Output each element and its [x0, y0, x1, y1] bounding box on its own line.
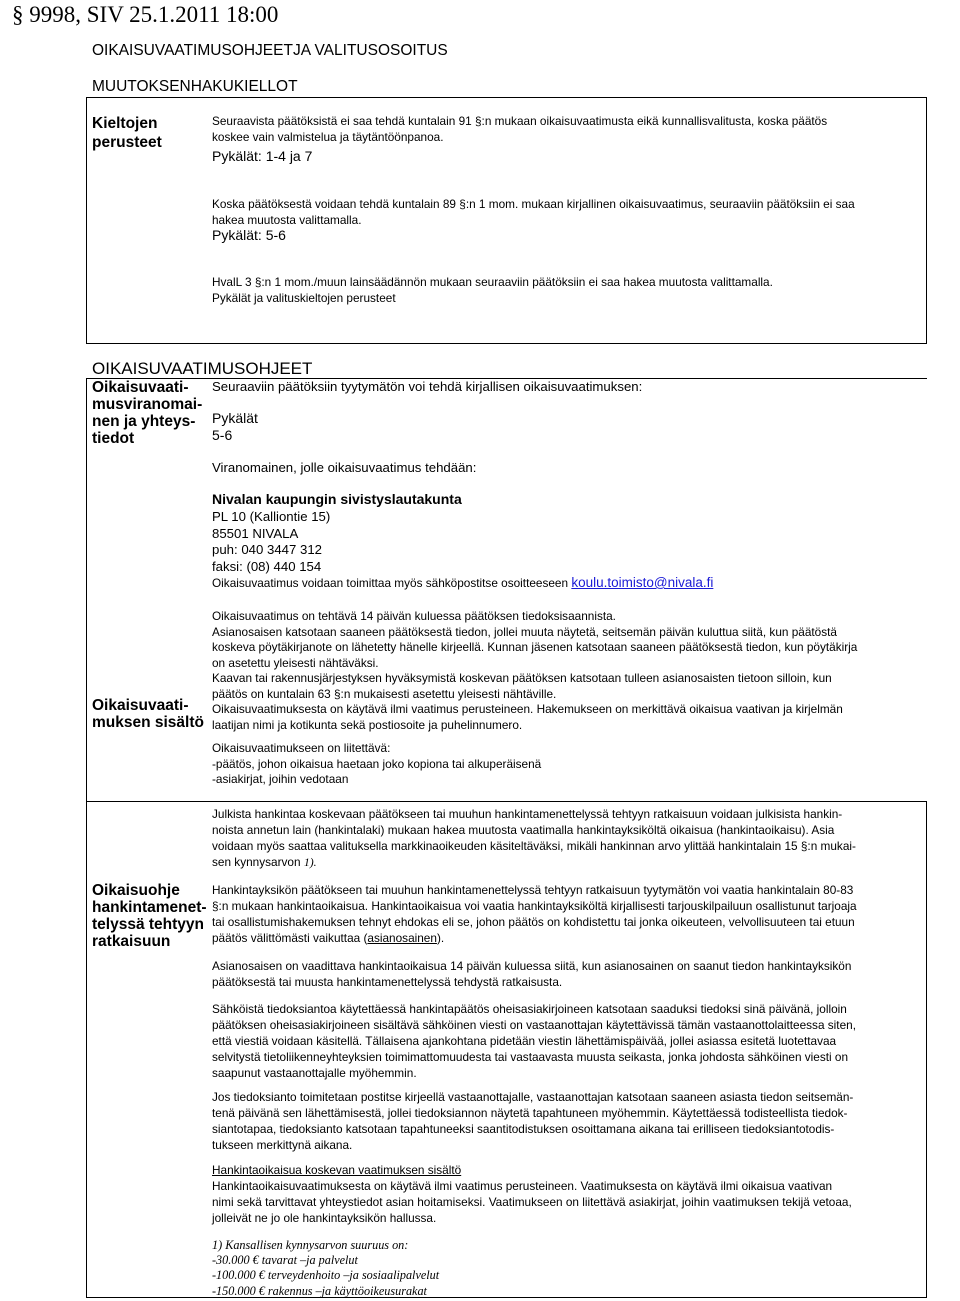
kiellot-paragraph-3: HvalL 3 §:n 1 mom./muun lainsäädännön mukaan seuraaviin päätöksiin ei saa hakea muutosta valittamalla.	[212, 275, 773, 289]
kiellot-pykalat-2: Pykälät: 5-6	[212, 227, 286, 243]
hankinta-paragraph-1: Julkista hankintaa koskevaan päätökseen tai muuhun hankintamenettelyssä tehtyyn ratkaisuun voidaan julkisista hankin- noista annetun lain (hankintalaki) mukaan hakea muutosta vaatimalla hankintayksiköltä oikaisua (hankintaoikaisu). Asia voidaan myös saattaa valituksella markkinaoikeuden käsiteltäväksi, mikäli hankinnan arvo ylittää hankintalain 15 §:n mukai- sen kynnysarvon 1).	[212, 807, 856, 869]
kiellot-paragraph-1: Seuraavista päätöksistä ei saa tehdä kuntalain 91 §:n mukaan oikaisuvaatimusta eikä kunnallisvalitusta, koska päätös koskee vain valmistelua ja täytäntöönpanoa.	[212, 114, 828, 144]
hankinta-paragraph-5: Jos tiedoksianto toimitetaan postitse kirjeellä vastaanottajalle, vastaanottajan katsotaan saaneen asiasta tiedon seitsemän- tenä päivänä sen lähettämisestä, jollei tiedoksiannon näytetä tapahtuneen myöhemmin. Käytettäessä todisteellista tiedok- siantotapaa, tiedoksianto katsotaan tapahtuneeksi saantitodistuksen osoittamana aikana tai erilliseen tiedoksiantotodis- tukseen merkittynä aikana.	[212, 1090, 854, 1152]
hankinta-paragraph-6: Hankintaoikaisua koskevan vaatimuksen sisältö Hankintaoikaisuvaatimuksesta on käytävä ilmi vaatimus perusteineen. Vaatimuksesta on käytävä ilmi oikaisua vaativan nimi sekä tarvittavat yhteystiedot asian hoitamiseksi. Vaatimukseen on liitettävä asiakirjat, joihin vaatimuksen tekijä vetoaa, jolleivät ne jo ole hankintayksikön hallussa.	[212, 1163, 852, 1225]
kiellot-pykalat-1: Pykälät: 1-4 ja 7	[212, 148, 313, 164]
viranomainen-lead: Viranomainen, jolle oikaisuvaatimus tehdään:	[212, 460, 477, 475]
hankinta-paragraph-2: Hankintayksikön päätökseen tai muuhun hankintamenettelyssä tehtyyn ratkaisuun tyytymätön voi vaatia hankintalain 80-83 §:n mukaan hankintaoikaisua. Hankintaoikaisua voi vaatia hankintayksiköltä kirjallisesti tarjouskilpailuun osallistunut tarjoaja tai osallistumishakemuksen tehnyt ehdokas eli se, johon päätös on kohdistettu tai jonka oikeuteen, velvollisuuteen tai etuun päätös välittömästi vaikuttaa (asianosainen).	[212, 883, 857, 945]
asianosainen-term: asianosainen	[367, 931, 437, 945]
hankinta-paragraph-4: Sähköistä tiedoksiantoa käytettäessä hankintapäätös oheisasiakirjoineen katsotaan saaduksi tiedoksi sinä päivänä, jolloin päätöksen oheisasiakirjoineen sisältävä sähköinen viesti on vastaanottajan käytettävissä tämän vastaanottolaitteessa siten, että viestiä voidaan käsitellä. Tällaisena ajankohtana pidetään viestin lähettämispäivää, jollei asiassa esitetä luotettavaa selvitystä tietoliikenneyhteyksien toimimattomuudesta tai vastaavasta muusta seikasta, jonka johdosta sähköinen viesti on saapunut vastaanottajalle myöhemmin.	[212, 1002, 856, 1080]
footnote-reference: 1).	[303, 855, 317, 869]
label-hankintaoikaisu: Oikaisuohje hankintamenet- telyssä tehtyyn ratkaisuun	[92, 882, 207, 950]
email-link[interactable]: koulu.toimisto@nivala.fi	[571, 575, 714, 590]
document-header: § 9998, SIV 25.1.2011 18:00	[12, 2, 279, 27]
kiellot-paragraph-4: Pykälät ja valituskieltojen perusteet	[212, 291, 396, 305]
oikaisu-pykalat-label: Pykälät	[212, 410, 258, 426]
section2-left-border	[86, 378, 87, 801]
oikaisu-lead: Seuraaviin päätöksiin tyytymätön voi tehdä kirjallisen oikaisuvaatimuksen:	[212, 379, 643, 394]
viranomainen-name: Nivalan kaupungin sivistyslautakunta	[212, 491, 462, 507]
oikaisu-time-text: Oikaisuvaatimus on tehtävä 14 päivän kuluessa päätöksen tiedoksisaannista. Asianosaisen katsotaan saaneen päätöksestä tiedon, jollei muuta näytetä, seitsemän päivän kuluttua siitä, kun päätöstä koskeva pöytäkirjanote on lähetetty hänelle kirjeellä. Kunnan jäsenen katsotaan saaneen päätöksestä tiedon, kun pöytäkirja on asetettu yleisesti nähtäväksi. Kaavan tai rakennusjärjestyksen hyväksymistä koskevan päätöksen katsotaan tulleen asianosaisten tietoon silloin, kun päätös on kuntalain 63 §:n mukaisesti asetettu yleisesti nähtäville. Oikaisuvaatimuksesta on käytävä ilmi vaatimus perusteineen. Hakemukseen on merkittävä oikaisua vaativan ja kirjelmän laatijan nimi ja kotikunta sekä postiosoite ja puhelinnumero.	[212, 609, 858, 732]
email-line: Oikaisuvaatimus voidaan toimittaa myös sähköpostitse osoitteeseen koulu.toimisto@nivala.fi	[212, 575, 714, 590]
label-viranomainen: Oikaisuvaati- musviranomai- nen ja yhteys- tiedot	[92, 379, 203, 447]
oikaisu-attachments: Oikaisuvaatimukseen on liitettävä: -päätös, johon oikaisua haetaan joko kopiona tai alkuperäisenä -asiakirjat, joihin vedotaan	[212, 741, 542, 786]
kiellot-paragraph-2: Koska päätöksestä voidaan tehdä kuntalain 89 §:n 1 mom. mukaan kirjallinen oikaisuvaatimus, seuraaviin päätöksiin ei saa hakea muutosta valittamalla.	[212, 197, 855, 227]
oikaisu-pykalat-value: 5-6	[212, 427, 233, 443]
hankinta-paragraph-6-title: Hankintaoikaisua koskevan vaatimuksen sisältö	[212, 1163, 462, 1177]
section-title-muutoksenhakukiellot: MUUTOKSENHAKUKIELLOT	[92, 78, 298, 95]
viranomainen-address: PL 10 (Kalliontie 15) 85501 NIVALA puh: 040 3447 312 faksi: (08) 440 154	[212, 509, 331, 574]
label-kieltojen-perusteet: Kieltojen perusteet	[92, 115, 162, 151]
hankinta-paragraph-3: Asianosaisen on vaadittava hankintaoikaisua 14 päivän kuluessa siitä, kun asianosainen on saanut tiedon hankintayksikön päätöksestä tai muusta hankintamenettelyssä tehdystä ratkaisusta.	[212, 959, 852, 989]
document-title: OIKAISUVAATIMUSOHJEETJA VALITUSOSOITUS	[92, 42, 448, 59]
label-oikaisuvaatimuksen-sisalto: Oikaisuvaati- muksen sisältö	[92, 697, 204, 731]
section-title-oikaisuvaatimusohjeet: OIKAISUVAATIMUSOHJEET	[92, 359, 313, 378]
footnote-kynnysarvot: 1) Kansallisen kynnysarvon suuruus on: -30.000 € tavarat –ja palvelut -100.000 € terveydenhoito –ja sosiaalipalvelut -150.000 € rakennus –ja käyttöoikeusurakat	[212, 1238, 440, 1298]
